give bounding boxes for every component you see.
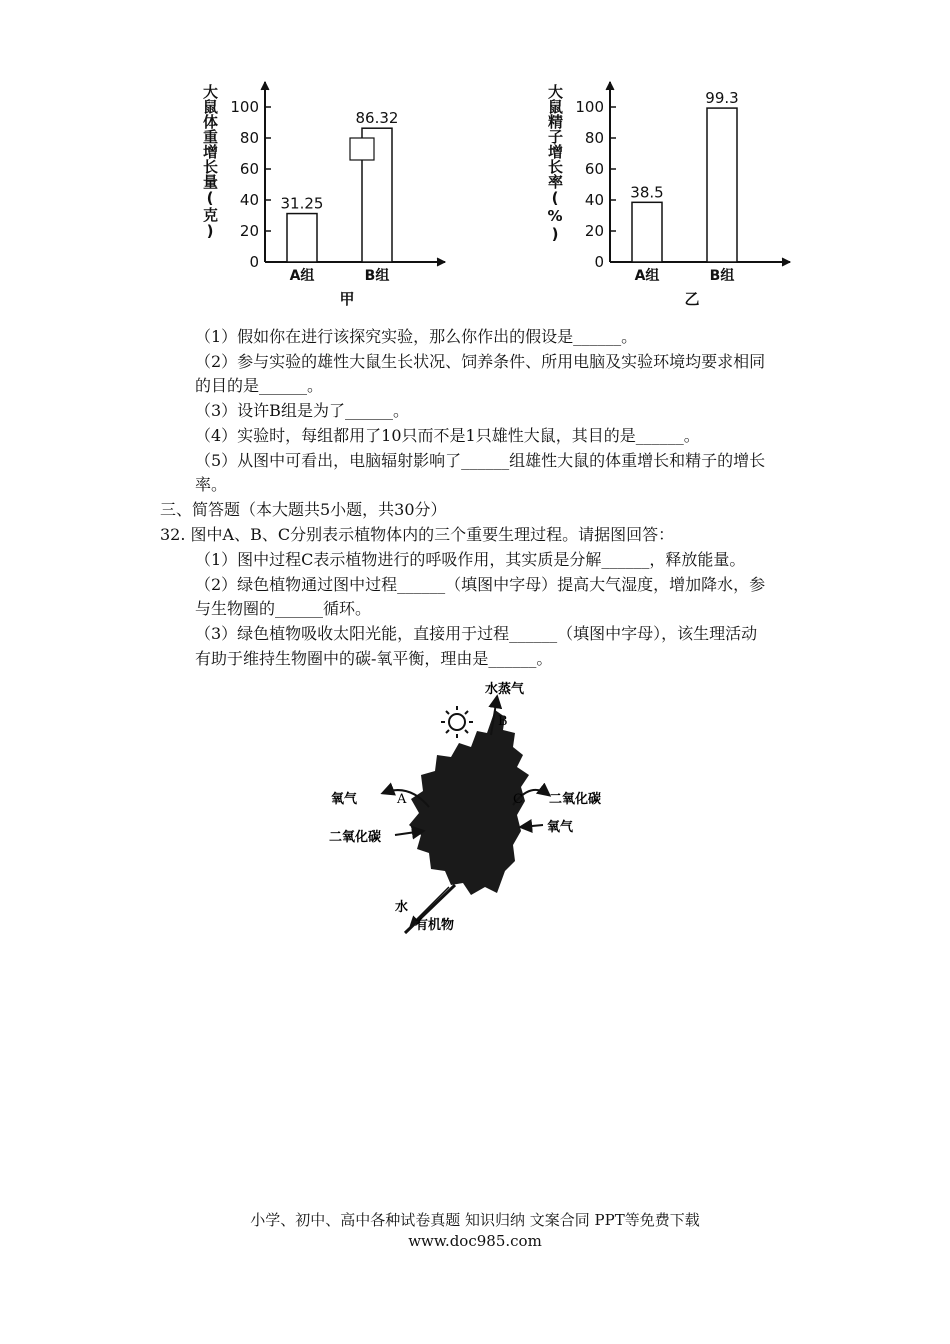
leaf-process-diagram: [325, 675, 615, 935]
chart-b-ylabel-char: 率: [546, 174, 564, 189]
q31-item-5: （5）从图中可看出，电脑辐射影响了______组雄性大鼠的体重增长和精子的增长: [195, 451, 766, 470]
q32-stem: 32. 图中A、B、C分别表示植物体内的三个重要生理过程。请据图回答：: [160, 525, 675, 544]
q31-item-2-cont: 的目的是______。: [195, 376, 324, 395]
leaf-diagram-svg: [325, 675, 615, 935]
chart-b-tick-label: 20: [584, 222, 604, 240]
q32-item-1: （1）图中过程C表示植物进行的呼吸作用，其实质是分解______，释放能量。: [195, 550, 746, 569]
chart-a-ylabel-char: 大: [201, 84, 219, 99]
q31-item-4: （4）实验时，每组都用了10只而不是1只雄性大鼠，其目的是______。: [195, 426, 700, 445]
q31-item-2: （2）参与实验的雄性大鼠生长状况、饲养条件、所用电脑及实验环境均要求相同: [195, 352, 766, 371]
label-a: A: [397, 792, 407, 807]
chart-b-ylabel-char: 大: [546, 84, 564, 99]
chart-b-ylabel-char: (%): [546, 189, 564, 243]
chart-a-svg: [195, 70, 455, 310]
chart-b-category-label: B组: [709, 268, 735, 284]
chart-a-category-label: B组: [364, 268, 390, 284]
chart-b-ylabel-char: 子: [546, 129, 564, 144]
chart-b-svg: [540, 70, 800, 310]
chart-a-tick-label: 40: [239, 191, 259, 209]
chart-a-data-label: 31.25: [280, 194, 324, 213]
sun-icon: [441, 706, 473, 738]
chart-b-title: 乙: [684, 290, 700, 308]
chart-a-ylabel-char: (克): [201, 189, 219, 240]
oxygen-in-arrow: [521, 825, 543, 827]
chart-b-bar: [707, 108, 737, 262]
chart-b-category-label: A组: [634, 268, 660, 284]
label-oxygen-right: 氧气: [547, 820, 574, 835]
chart-a-x-arrow: [437, 258, 445, 266]
label-organic: 有机物: [415, 918, 455, 933]
label-co2-right: 二氧化碳: [549, 792, 602, 807]
chart-a-ylabel-char: 长: [201, 159, 219, 174]
q31-item-5-cont: 率。: [195, 475, 228, 494]
chart-b-bar: [632, 202, 662, 262]
chart-b-tick-label: 0: [594, 253, 604, 271]
footer-line-1: 小学、初中、高中各种试卷真题 知识归纳 文案合同 PPT等免费下载: [250, 1211, 700, 1229]
chart-b-ylabel-char: 增: [546, 144, 564, 159]
q32-item-3: （3）绿色植物吸收太阳光能，直接用于过程______（填图中字母），该生理活动: [195, 624, 758, 643]
q32-item-2-cont: 与生物圈的______循环。: [195, 599, 372, 618]
chart-a-ylabel-char: 重: [201, 129, 219, 144]
q31-item-1: （1）假如你在进行该探究实验，那么你作出的假设是______。: [195, 327, 638, 346]
label-water-vapor: 水蒸气: [485, 682, 525, 697]
chart-a-tick-label: 80: [239, 129, 259, 147]
q32-item-2: （2）绿色植物通过图中过程______（填图中字母）提高大气湿度，增加降水，参: [195, 575, 766, 594]
page-footer: [0, 1210, 950, 1252]
chart-a-bar: [287, 214, 317, 262]
chart-b-data-label: 99.3: [705, 89, 739, 108]
chart-b-y-arrow: [606, 82, 614, 90]
chart-b-tick-label: 80: [584, 129, 604, 147]
chart-a-tick-label: 20: [239, 222, 259, 240]
q31-item-3: （3）设许B组是为了______。: [195, 401, 409, 420]
leaf-shape: [409, 710, 529, 895]
chart-sperm-growth: [540, 70, 800, 310]
label-c: C: [513, 792, 523, 807]
chart-b-ylabel-char: 长: [546, 159, 564, 174]
chart-a-ylabel: [200, 84, 219, 240]
chart-a-ylabel-char: 鼠: [201, 99, 219, 114]
label-water: 水: [395, 900, 409, 915]
label-oxygen-left: 氧气: [331, 792, 358, 807]
footer-url: www.doc985.com: [408, 1232, 542, 1250]
chart-a-tick-label: 60: [239, 160, 259, 178]
chart-b-ylabel-char: 精: [546, 114, 564, 129]
chart-body-weight: [195, 70, 455, 310]
section-heading: 三、简答题（本大题共5小题，共30分）: [160, 500, 447, 519]
chart-b-ylabel: [545, 84, 564, 243]
chart-a-ylabel-char: 增: [201, 144, 219, 159]
chart-a-data-label: 86.32: [355, 109, 399, 128]
chart-b-data-label: 38.5: [630, 183, 664, 202]
chart-a-ylabel-char: 体: [201, 114, 219, 129]
chart-a-y-arrow: [261, 82, 269, 90]
chart-a-title: 甲: [339, 290, 355, 308]
q32-item-3-cont: 有助于维持生物圈中的碳-氧平衡，理由是______。: [195, 649, 553, 668]
chart-b-tick-label: 40: [584, 191, 604, 209]
chart-a-ylabel-char: 量: [201, 174, 219, 189]
label-co2-left: 二氧化碳: [329, 830, 382, 845]
chart-b-tick-label: 60: [584, 160, 604, 178]
chart-a-tick-label: 0: [249, 253, 259, 271]
chart-b-ylabel-char: 鼠: [546, 99, 564, 114]
chart-b-tick-label: 100: [575, 98, 604, 116]
label-b: B: [498, 714, 508, 729]
chart-a-marker-box: [350, 138, 374, 160]
chart-a-tick-label: 100: [230, 98, 259, 116]
chart-a-category-label: A组: [289, 268, 315, 284]
chart-b-x-arrow: [782, 258, 790, 266]
